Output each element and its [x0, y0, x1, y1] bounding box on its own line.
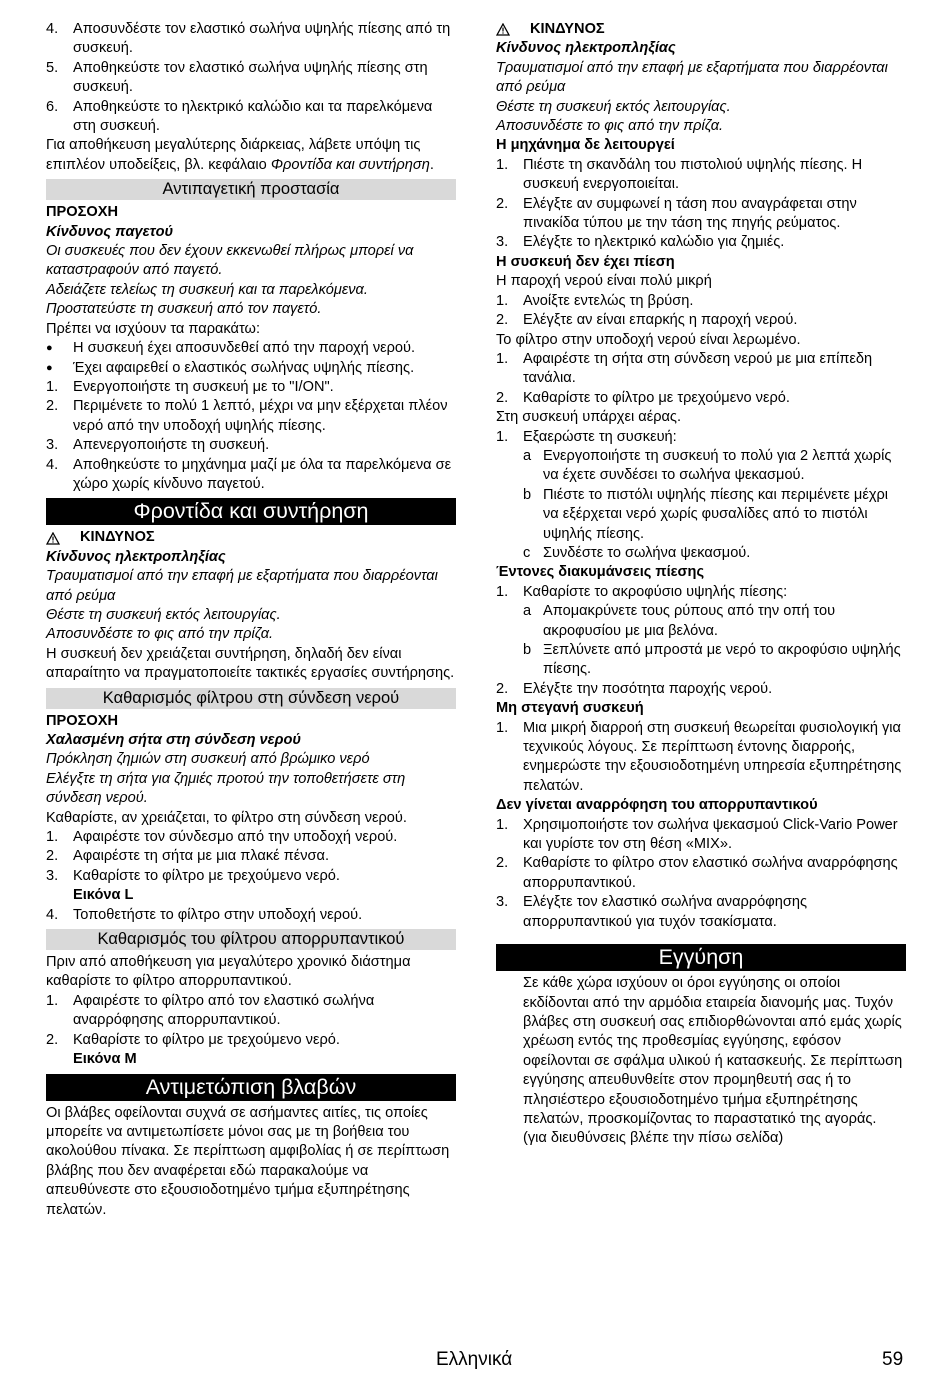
electric-danger-heading: Κίνδυνος ηλεκτροπληξίας	[46, 548, 226, 565]
warning-text: Πρόκληση ζημιών στη συσκευή από βρώμικο νερό	[46, 751, 370, 768]
paragraph: Οι βλάβες οφείλονται συχνά σε ασήμαντες αιτίες, τις οποίες μπορείτε να αντιμετωπίσετε μόνοι σας με τη βοήθεια του ακολούθου πίνακα. Σε περίπτωση αμφιβολίας ή σε περίπτωση βλάβης που δεν αναφέρεται εδώ παρακαλούμε να απευθύνεστε στο εξουσιοδοτημένο τμήμα εξυπηρέτησης πελατών.	[46, 1104, 450, 1218]
paragraph: Στη συσκευή υπάρχει αέρας.	[496, 409, 682, 426]
list-item: 2. Καθαρίστε το φίλτρο με τρεχούμενο νερό.	[496, 389, 790, 406]
list-item: 1. Αφαιρέστε το φίλτρο από τον ελαστικό σωλήνα αναρρόφησης απορρυπαντικού.	[46, 992, 375, 1029]
paragraph: Η παροχή νερού είναι πολύ μικρή	[496, 273, 712, 290]
list-item: 2. Ελέγξτε αν συμφωνεί η τάση που αναγράφεται στην πινακίδα τύπου με την τάση της πηγής ρεύματος.	[496, 195, 857, 232]
bullet-item: ● Η συσκευή έχει αποσυνδεθεί από την παροχή νερού.	[46, 339, 456, 358]
warning-text: Θέστε τη συσκευή εκτός λειτουργίας.	[46, 606, 281, 623]
list-item: 3. Απενεργοποιήστε τη συσκευή.	[46, 437, 270, 454]
caution-label: ΠΡΟΣΟΧΗ	[46, 712, 119, 729]
footer-language: Ελληνικά	[436, 1349, 513, 1370]
paragraph: Το φίλτρο στην υποδοχή νερού είναι λερωμένο.	[496, 331, 801, 348]
list-item: 1. Ενεργοποιήστε τη συσκευή με το "I/ON".	[46, 378, 334, 395]
bullet-dot-icon: ●	[46, 342, 53, 355]
left-column	[46, 20, 456, 1220]
section-heading-antifreeze: Αντιπαγετική προστασία	[46, 179, 456, 200]
section-heading-care: Φροντίδα και συντήρηση	[46, 498, 456, 525]
sub-list-item: b Ξεπλύνετε από μπροστά με νερό το ακροφύσιο υψηλής πίεσης.	[523, 642, 901, 678]
warning-text: Αποσυνδέστε το φις από την πρίζα.	[46, 626, 274, 643]
list-item: 1. Ανοίξτε εντελώς τη βρύση.	[496, 292, 694, 309]
list-item: 3. Ελέγξτε τον ελαστικό σωλήνα αναρρόφησης απορρυπαντικού για τυχόν τσακίσματα.	[496, 894, 807, 930]
list-item: 2. Καθαρίστε το φίλτρο με τρεχούμενο νερό.	[46, 1031, 340, 1048]
fault-heading: Έντονες διακυμάνσεις πίεσης	[496, 564, 705, 581]
paragraph: Καθαρίστε, αν χρειάζεται, το φίλτρο στη σύνδεση νερού.	[46, 809, 407, 826]
sieve-heading: Χαλασμένη σήτα στη σύνδεση νερού	[46, 732, 302, 748]
section-heading-water-filter: Καθαρισμός φίλτρου στη σύνδεση νερού	[46, 688, 456, 709]
warning-text: Ελέγξτε τη σήτα για ζημιές προτού την τοποθετήσετε στη σύνδεση νερού.	[46, 770, 406, 807]
figure-reference: Εικόνα M	[73, 1051, 137, 1068]
list-item: 1. Καθαρίστε το ακροφύσιο υψηλής πίεσης:	[496, 583, 788, 600]
warning-text: Αδειάζετε τελείως τη συσκευή και τα παρελκόμενα.	[46, 281, 368, 298]
list-item: 6. Αποθηκεύστε το ηλεκτρικό καλώδιο και τα παρελκόμενα στη συσκευή.	[46, 98, 433, 135]
paragraph: Η συσκευή δεν χρειάζεται συντήρηση, δηλαδή δεν είναι απαραίτητο να πραγματοποιείτε τακτικές εργασίες συντήρησης.	[46, 645, 455, 682]
section-heading-detergent-filter: Καθαρισμός του φίλτρου απορρυπαντικού	[46, 929, 456, 950]
list-item: 3. Ελέγξτε το ηλεκτρικό καλώδιο για ζημιές.	[496, 234, 785, 251]
fault-heading: Δεν γίνεται αναρρόφηση του απορρυπαντικού	[496, 797, 818, 814]
list-item: 1. Εξαερώστε τη συσκευή:	[496, 428, 677, 445]
fault-heading: Μη στεγανή συσκευή	[496, 700, 644, 717]
right-column	[496, 20, 906, 1149]
bullet-dot-icon: ●	[46, 361, 53, 374]
section-heading-warranty: Εγγύηση	[496, 944, 906, 971]
list-item: 5. Αποθηκεύστε τον ελαστικό σωλήνα υψηλής πίεσης στη συσκευή.	[46, 59, 428, 96]
warning-text: Οι συσκευές που δεν έχουν εκκενωθεί πλήρως μπορεί να καταστραφούν από παγετό.	[46, 243, 414, 279]
sub-list-item: b Πιέστε το πιστόλι υψηλής πίεσης και περιμένετε μέχρι να εξέρχεται νερό χωρίς φυσαλίδες από το πιστόλι υψηλής πίεσης.	[523, 486, 889, 542]
list-item: 2. Περιμένετε το πολύ 1 λεπτό, μέχρι να μην εξέρχεται πλέον νερό από την υποδοχή υψηλής πίεσης.	[46, 398, 448, 434]
paragraph: Σε κάθε χώρα ισχύουν οι όροι εγγύησης οι οποίοι εκδίδονται από την αρμόδια εταιρεία διανομής μας. Τυχόν βλάβες στη συσκευή σας επιδιορθώνονται από εμάς χωρίς χρέωση εντός της προθεσμίας εγγύησης, εφόσον οφείλονται σε σφάλμα υλικού ή κατασκευής. Σε περίπτωση εγγύησης απευθυνθείτε στον προμηθευτή σας ή το πλησιέστερο εξουσιοδοτημένο τμήμα εξυπηρέτησης πελατών, προσκομίζοντας το παραστατικό της αγοράς.	[523, 975, 903, 1127]
list-item: 4. Τοποθετήστε το φίλτρο στην υποδοχή νερού.	[46, 906, 363, 923]
sub-list-item: c Συνδέστε το σωλήνα ψεκασμού.	[523, 544, 751, 561]
danger-label: ΚΙΝΔΥΝΟΣ	[46, 528, 456, 547]
list-item: 2. Αφαιρέστε τη σήτα με μια πλακέ πένσα.	[46, 848, 330, 865]
sub-list-item: a Απομακρύνετε τους ρύπους από την οπή του ακροφυσίου με μια βελόνα.	[523, 603, 836, 639]
danger-label: ΚΙΝΔΥΝΟΣ	[496, 20, 906, 39]
section-heading-troubleshooting: Αντιμετώπιση βλαβών	[46, 1074, 456, 1101]
bullet-item: ● Έχει αφαιρεθεί ο ελαστικός σωλήνας υψηλής πίεσης.	[46, 359, 456, 378]
warning-text: Αποσυνδέστε το φις από την πρίζα.	[496, 118, 724, 135]
list-item: 2. Ελέγξτε την ποσότητα παροχής νερού.	[496, 680, 773, 697]
paragraph: (για διευθύνσεις βλέπε την πίσω σελίδα)	[523, 1130, 784, 1147]
paragraph: Πρέπει να ισχύουν τα παρακάτω:	[46, 320, 260, 337]
warning-text: Θέστε τη συσκευή εκτός λειτουργίας.	[496, 98, 731, 115]
list-item: 1. Μια μικρή διαρροή στη συσκευή θεωρείται φυσιολογική για τεχνικούς λόγους. Σε περίπτωση έντονης διαρροής, ενημερώστε την εξουσιοδοτημένη υπηρεσία εξυπηρέτησης πελατών.	[496, 719, 902, 794]
warning-text: Τραυματισμοί από την επαφή με εξαρτήματα που διαρρέονται από ρεύμα	[496, 59, 888, 96]
fault-heading: Η μηχάνημα δε λειτουργεί	[496, 137, 675, 154]
list-item: 3. Καθαρίστε το φίλτρο με τρεχούμενο νερό.	[46, 867, 340, 884]
list-item: 1. Πιέστε τη σκανδάλη του πιστολιού υψηλής πίεσης. Η συσκευή ενεργοποιείται.	[496, 156, 863, 193]
warning-triangle-icon	[46, 532, 60, 545]
storage-note: Για αποθήκευση μεγαλύτερης διάρκειας, λάβετε υπόψη τις επιπλέον υποδείξεις, βλ. κεφάλαιο Φροντίδα και συντήρηση.	[46, 137, 434, 173]
fault-heading: Η συσκευή δεν έχει πίεση	[496, 253, 675, 270]
sub-list-item: a Ενεργοποιήστε τη συσκευή το πολύ για 2 λεπτά χωρίς να έχετε συνδέσει το σωλήνα ψεκασμού.	[523, 447, 892, 484]
figure-reference: Εικόνα L	[73, 887, 134, 904]
warning-text: Τραυματισμοί από την επαφή με εξαρτήματα που διαρρέονται από ρεύμα	[46, 568, 438, 604]
list-item: 4. Αποθηκεύστε το μηχάνημα μαζί με όλα τα παρελκόμενα σε χώρο χωρίς κίνδυνο παγετού.	[46, 456, 452, 492]
list-item: 4. Αποσυνδέστε τον ελαστικό σωλήνα υψηλής πίεσης από τη συσκευή.	[46, 21, 451, 57]
page-number: 59	[882, 1349, 904, 1370]
caution-label: ΠΡΟΣΟΧΗ	[46, 204, 119, 221]
list-item: 1. Χρησιμοποιήστε τον σωλήνα ψεκασμού Click-Vario Power και γυρίστε τον στη θέση «MIX».	[496, 816, 898, 853]
list-item: 1. Αφαιρέστε τη σήτα στη σύνδεση νερού με μια επίπεδη τανάλια.	[496, 350, 873, 387]
frost-danger-heading: Κίνδυνος παγετού	[46, 223, 174, 240]
list-item: 2. Καθαρίστε το φίλτρο στον ελαστικό σωλήνα αναρρόφησης απορρυπαντικού.	[496, 855, 898, 891]
warning-triangle-icon	[496, 23, 510, 36]
paragraph: Πριν από αποθήκευση για μεγαλύτερο χρονικό διάστημα καθαρίστε το φίλτρο απορρυπαντικού.	[46, 954, 411, 990]
list-item: 1. Αφαιρέστε τον σύνδεσμο από την υποδοχή νερού.	[46, 829, 398, 846]
list-item: 2. Ελέγξτε αν είναι επαρκής η παροχή νερού.	[496, 312, 798, 329]
electric-danger-heading: Κίνδυνος ηλεκτροπληξίας	[496, 40, 676, 57]
warning-text: Προστατεύστε τη συσκευή από τον παγετό.	[46, 301, 322, 318]
